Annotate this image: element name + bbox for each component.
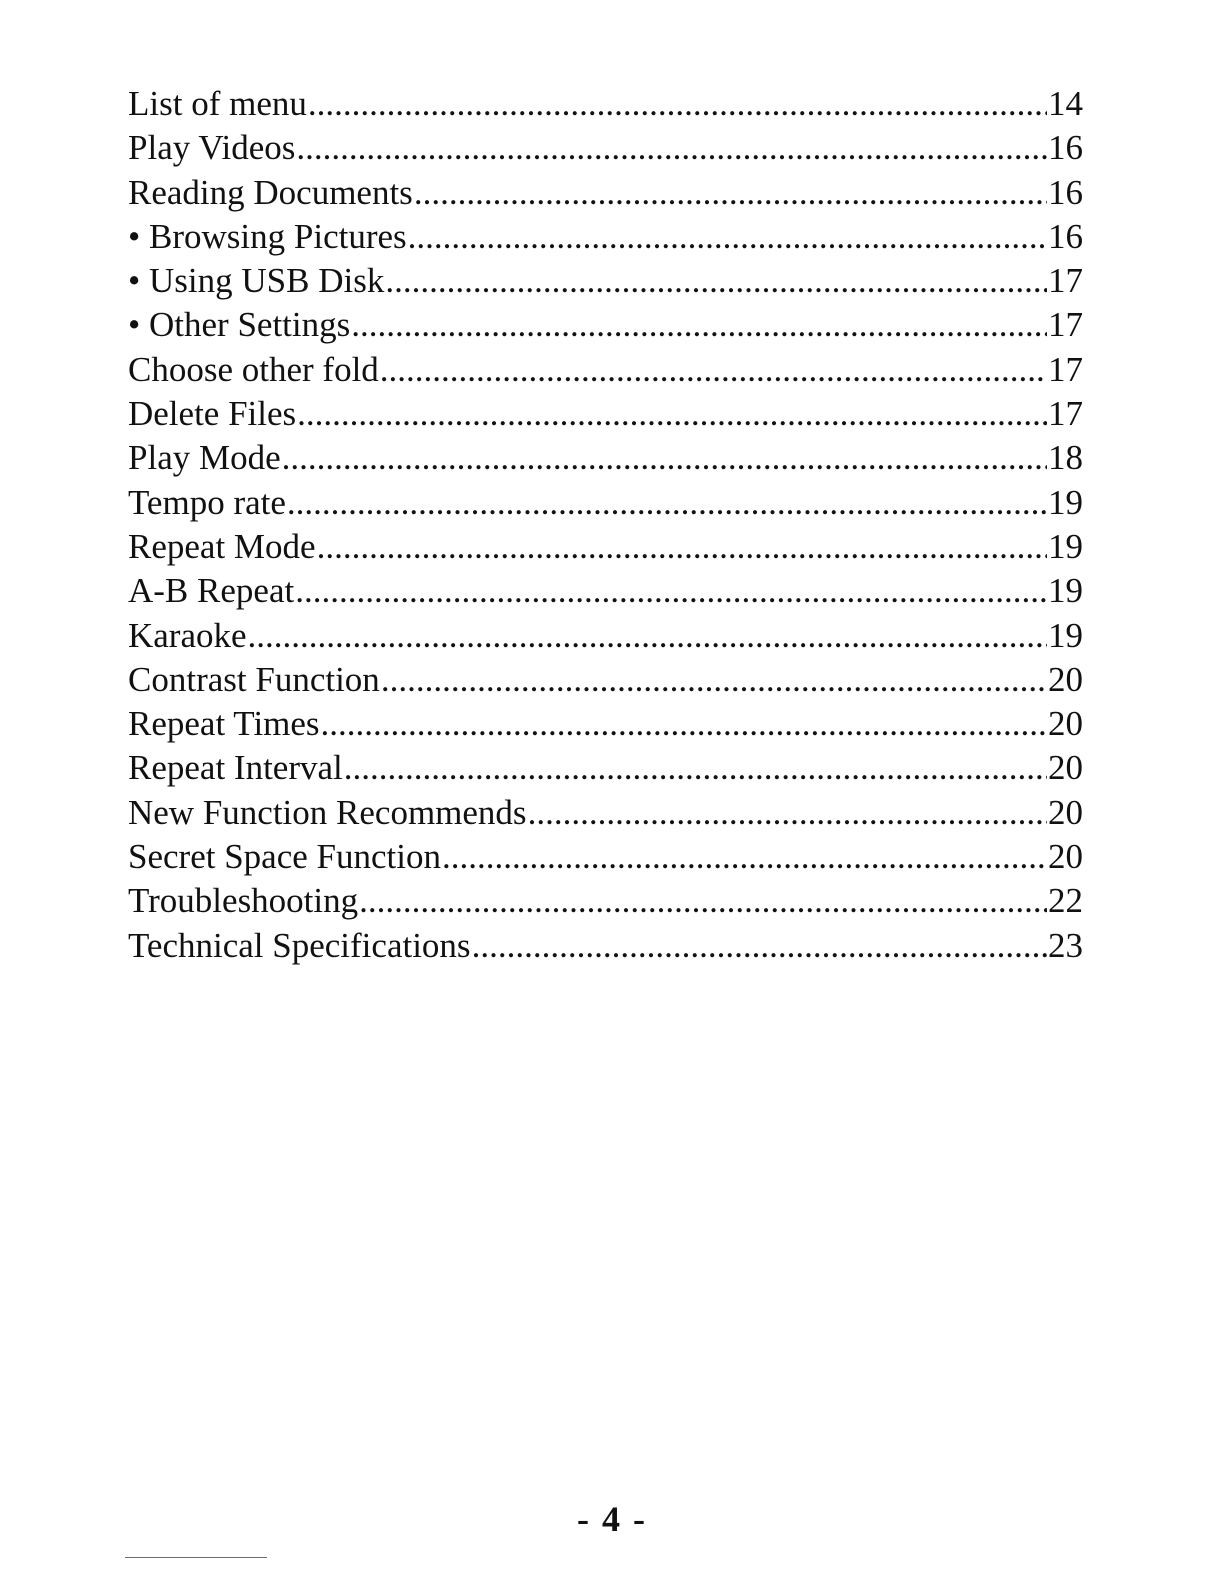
toc-entry-page: 16 [1048, 128, 1083, 168]
toc-entry-title: Tempo rate [128, 482, 286, 522]
toc-entry-page: 19 [1048, 482, 1083, 522]
toc-entry-page: 20 [1048, 837, 1083, 877]
toc-dot-leader [295, 569, 1047, 613]
toc-entry-tempo-rate[interactable] [128, 481, 1083, 525]
toc-entry-page: 19 [1048, 526, 1083, 566]
toc-entry-page: 19 [1048, 571, 1083, 611]
toc-entry-title: • Using USB Disk [128, 261, 385, 301]
toc-dot-leader [528, 791, 1047, 835]
toc-dot-leader [414, 171, 1047, 215]
toc-dot-leader [296, 126, 1047, 170]
toc-entry-ab-repeat[interactable] [128, 569, 1083, 613]
toc-dot-leader [344, 746, 1047, 790]
toc-entry-page: 18 [1048, 438, 1083, 478]
toc-entry-play-mode[interactable] [128, 436, 1083, 480]
toc-dot-leader [297, 392, 1047, 436]
toc-entry-page: 20 [1048, 659, 1083, 699]
toc-entry-title: Choose other fold [128, 349, 379, 389]
toc-entry-title: Delete Files [128, 394, 297, 434]
toc-dot-leader [472, 924, 1047, 968]
toc-entry-title: Repeat Interval [128, 748, 343, 788]
toc-entry-page: 16 [1048, 172, 1083, 212]
toc-entry-title: Technical Specifications [128, 925, 471, 965]
toc-entry-secret-space-function[interactable] [128, 835, 1083, 879]
toc-entry-title: Secret Space Function [128, 837, 441, 877]
toc-dot-leader [321, 702, 1047, 746]
toc-entry-page: 20 [1048, 748, 1083, 788]
toc-entry-title: Reading Documents [128, 172, 413, 212]
toc-entry-new-function-recommends[interactable] [128, 791, 1083, 835]
toc-entry-title: • Browsing Pictures [128, 216, 407, 256]
toc-entry-title: List of menu [128, 84, 307, 123]
toc-entry-page: 20 [1048, 704, 1083, 744]
toc-entry-technical-specifications[interactable] [128, 924, 1083, 968]
footnote-divider [125, 1557, 267, 1558]
toc-dot-leader [282, 436, 1047, 480]
toc-entry-title: Play Mode [128, 438, 281, 478]
toc-entry-title: Repeat Times [128, 704, 320, 744]
toc-dot-leader [359, 879, 1047, 923]
page-number: - 4 - [577, 1499, 647, 1539]
toc-entry-title: Contrast Function [128, 659, 380, 699]
toc-entry-title: A-B Repeat [128, 571, 295, 611]
toc-entry-play-videos[interactable] [128, 126, 1083, 170]
toc-dot-leader [317, 525, 1047, 569]
toc-entry-page: 20 [1048, 792, 1083, 832]
toc-entry-contrast-function[interactable] [128, 658, 1083, 702]
toc-entry-choose-other-fold[interactable] [128, 348, 1083, 392]
toc-entry-page: 16 [1048, 216, 1083, 256]
toc-entry-page: 17 [1048, 394, 1083, 434]
toc-dot-leader [248, 614, 1047, 658]
toc-entry-repeat-times[interactable] [128, 702, 1083, 746]
toc-dot-leader [351, 303, 1047, 347]
toc-dot-leader [442, 835, 1047, 879]
toc-entry-title: Repeat Mode [128, 526, 316, 566]
toc-entry-page: 23 [1048, 925, 1083, 965]
toc-dot-leader [380, 348, 1047, 392]
toc-entry-delete-files[interactable] [128, 392, 1083, 436]
toc-entry-repeat-interval[interactable] [128, 746, 1083, 790]
toc-entry-title: Troubleshooting [128, 881, 359, 921]
toc-entry-page: 22 [1048, 881, 1083, 921]
toc-entry-repeat-mode[interactable] [128, 525, 1083, 569]
toc-entry-title: New Function Recommends [128, 792, 527, 832]
toc-entry-title: Play Videos [128, 128, 296, 168]
toc-entry-karaoke[interactable] [128, 614, 1083, 658]
toc-entry-other-settings[interactable] [128, 303, 1083, 347]
toc-entry-list-of-menu[interactable] [128, 82, 1083, 126]
toc-entry-reading-documents[interactable] [128, 171, 1083, 215]
toc-entry-using-usb-disk[interactable] [128, 259, 1083, 303]
toc-entry-page: 17 [1048, 349, 1083, 389]
toc-dot-leader [381, 658, 1047, 702]
table-of-contents [128, 82, 1083, 968]
toc-dot-leader [308, 82, 1047, 126]
toc-dot-leader [385, 259, 1047, 303]
toc-dot-leader [408, 215, 1047, 259]
toc-entry-title: Karaoke [128, 615, 247, 655]
toc-entry-troubleshooting[interactable] [128, 879, 1083, 923]
toc-entry-browsing-pictures[interactable] [128, 215, 1083, 259]
toc-entry-page: 17 [1048, 261, 1083, 301]
toc-entry-page: 17 [1048, 305, 1083, 345]
toc-entry-page: 14 [1048, 84, 1083, 123]
toc-entry-title: • Other Settings [128, 305, 351, 345]
toc-dot-leader [287, 481, 1047, 525]
toc-entry-page: 19 [1048, 615, 1083, 655]
